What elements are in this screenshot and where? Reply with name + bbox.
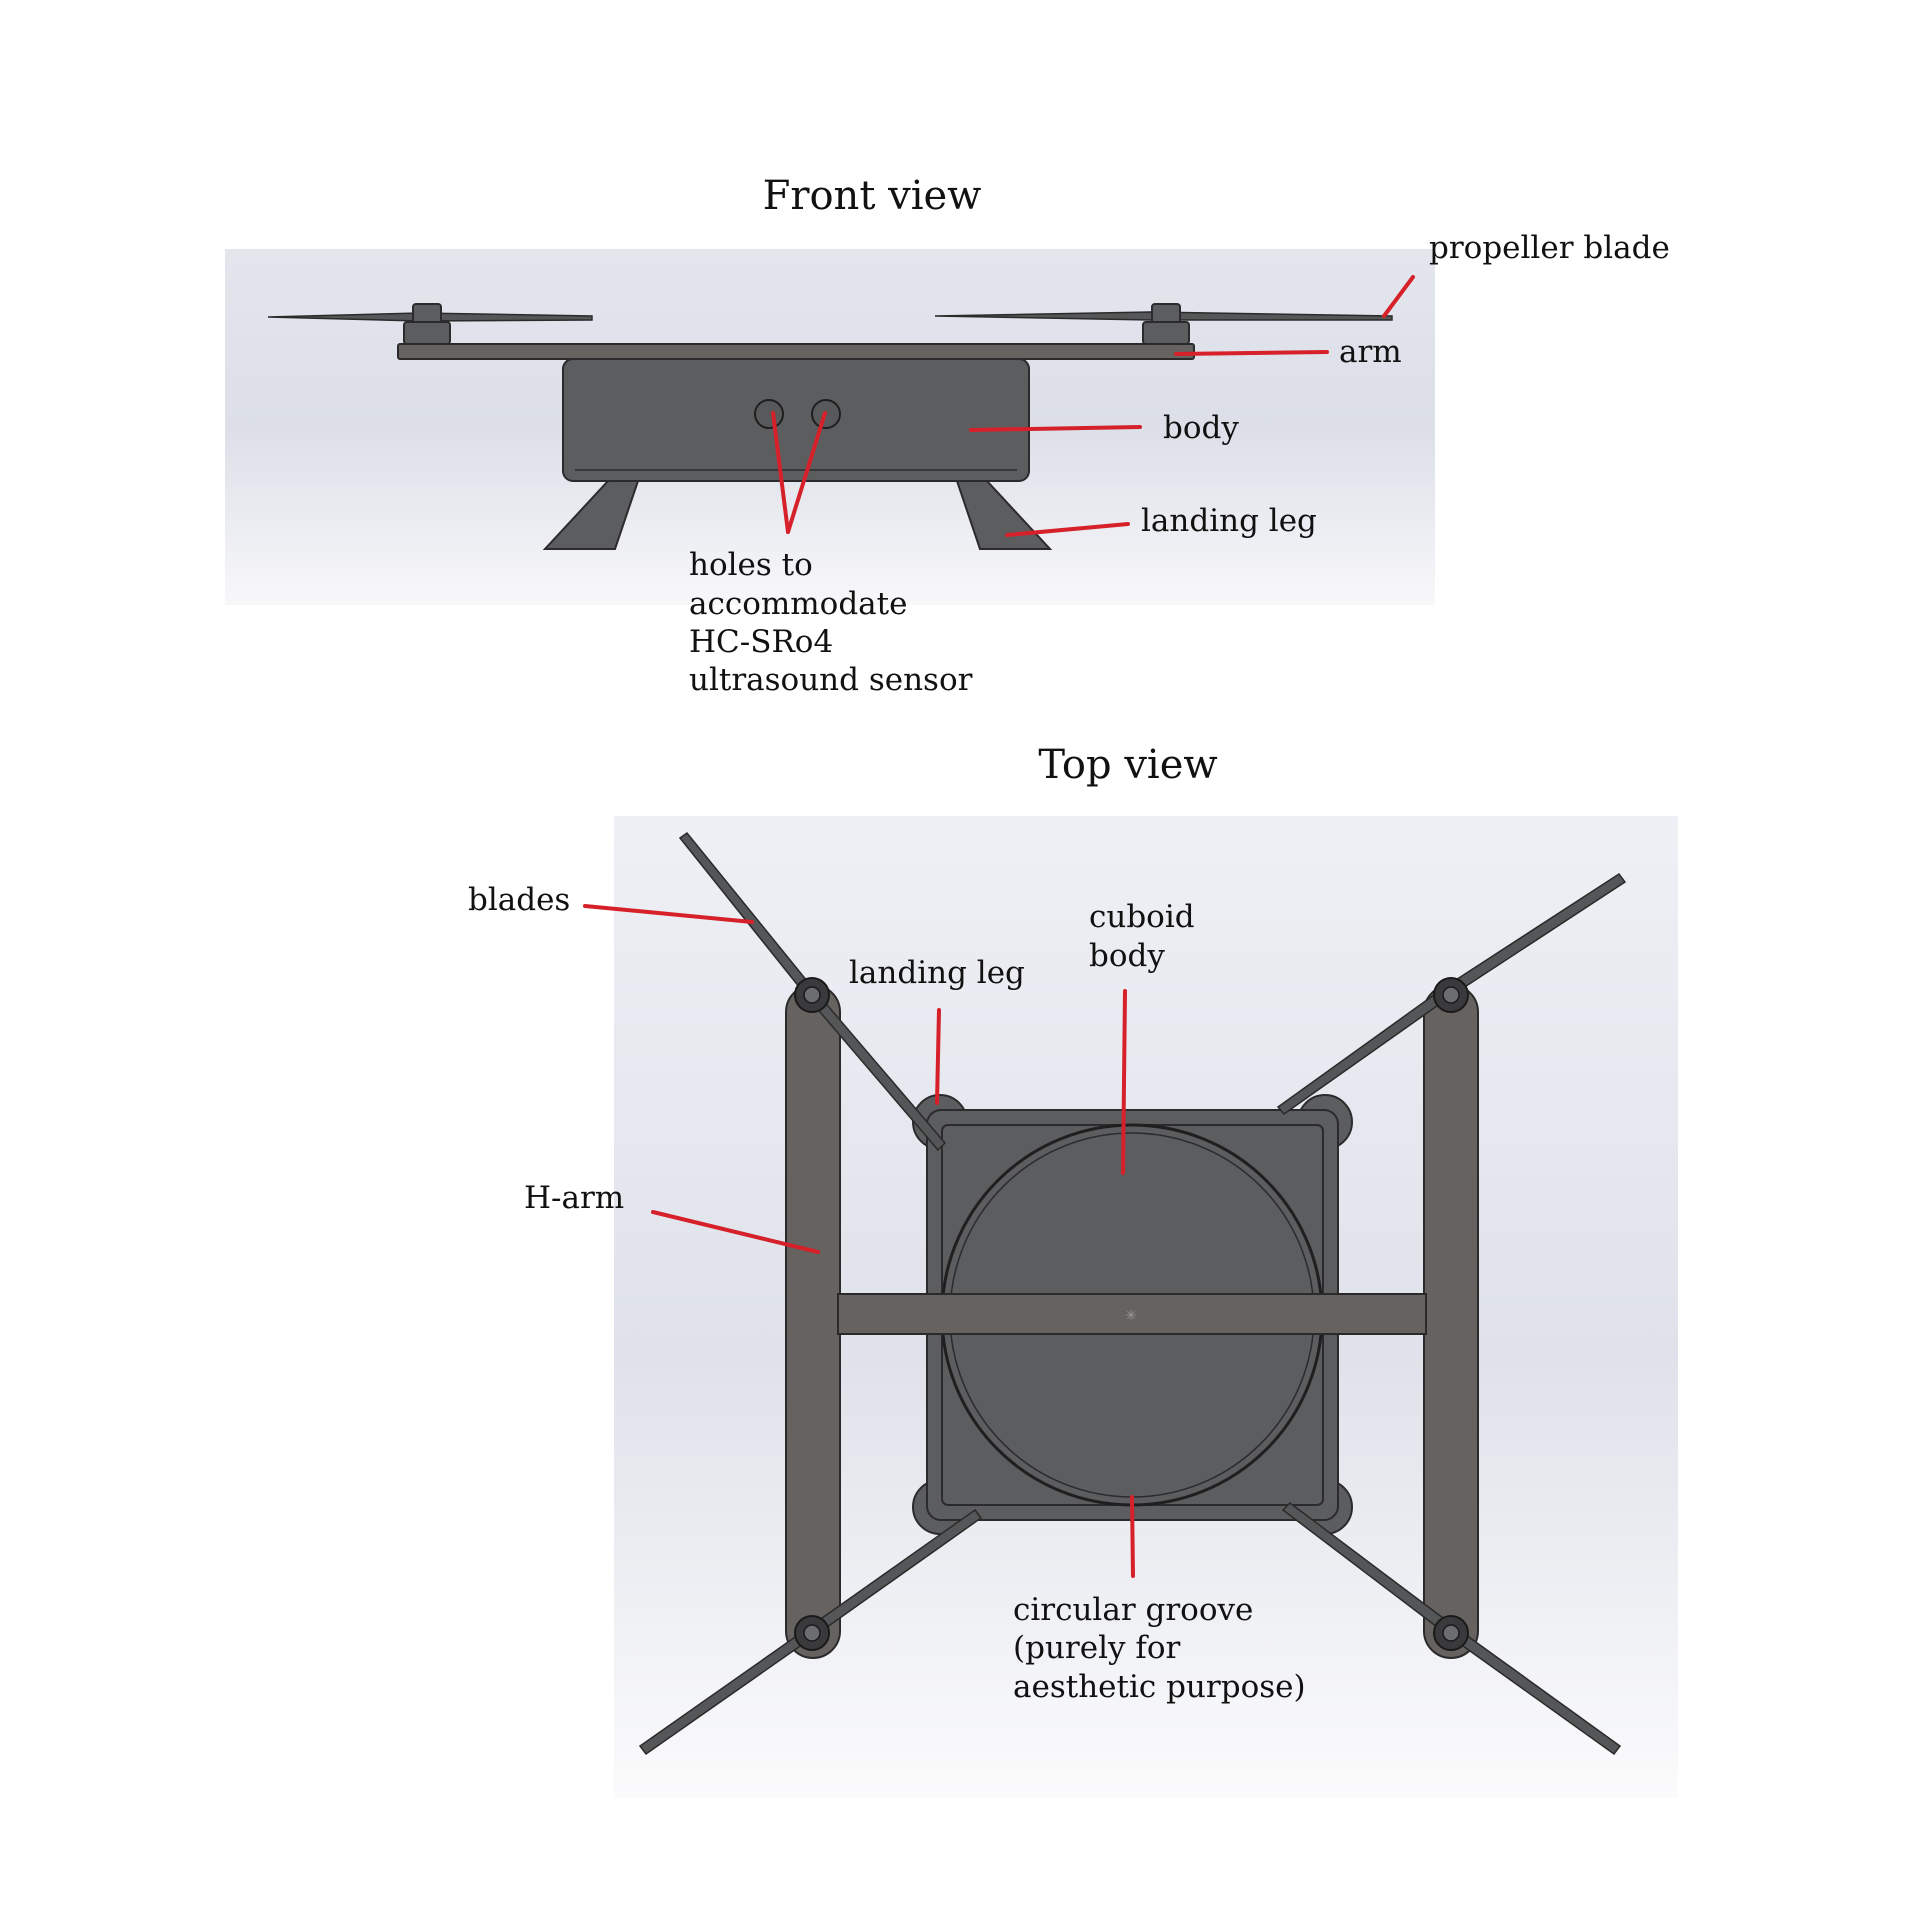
holes-label-line-1: holes to xyxy=(689,547,813,583)
cuboid-body-label-line-2: body xyxy=(1089,938,1165,974)
holes-label-line-2: accommodate xyxy=(689,586,908,622)
top-motor-top-right xyxy=(1434,978,1468,1012)
front-landing-leg-label: landing leg xyxy=(1141,503,1317,539)
top-landing-leg-label: landing leg xyxy=(849,955,1025,991)
front-view xyxy=(225,173,1670,698)
circular-groove-label-line-2: (purely for xyxy=(1013,1630,1181,1666)
body-label: body xyxy=(1163,410,1239,446)
arm-leader xyxy=(1176,352,1327,354)
top-h-arm-left-rail xyxy=(786,985,840,1658)
circular-groove-label-line-1: circular groove xyxy=(1013,1592,1254,1628)
top-motor-bottom-right xyxy=(1434,1616,1468,1650)
circular-groove-label-line-3: aesthetic purpose) xyxy=(1013,1669,1306,1705)
front-sensor-hole-left xyxy=(755,400,783,428)
holes-label-line-4: ultrasound sensor xyxy=(689,662,973,698)
top-motor-bottom-left xyxy=(795,1616,829,1650)
front-view-title: Front view xyxy=(762,173,982,219)
front-arm-plate xyxy=(398,344,1194,359)
front-right-motor-base xyxy=(1143,322,1189,344)
blades-label: blades xyxy=(468,882,571,918)
top-motor-top-left xyxy=(795,978,829,1012)
top-view xyxy=(468,742,1678,1798)
front-left-motor-base xyxy=(404,322,450,344)
cuboid-body-leader xyxy=(1123,991,1125,1173)
h-arm-label: H-arm xyxy=(524,1180,625,1216)
top-h-arm-right-rail xyxy=(1424,985,1478,1658)
top-center-mark: ✳ xyxy=(1125,1308,1137,1324)
front-body xyxy=(563,359,1029,481)
top-view-title: Top view xyxy=(1038,742,1218,788)
top-landing-leg-leader xyxy=(937,1010,939,1103)
cuboid-body-label-line-1: cuboid xyxy=(1089,899,1195,935)
circular-groove-leader xyxy=(1132,1497,1133,1576)
arm-label: arm xyxy=(1339,334,1402,370)
propeller-blade-label: propeller blade xyxy=(1429,230,1670,266)
holes-label-line-3: HC-SRo4 xyxy=(689,624,834,660)
